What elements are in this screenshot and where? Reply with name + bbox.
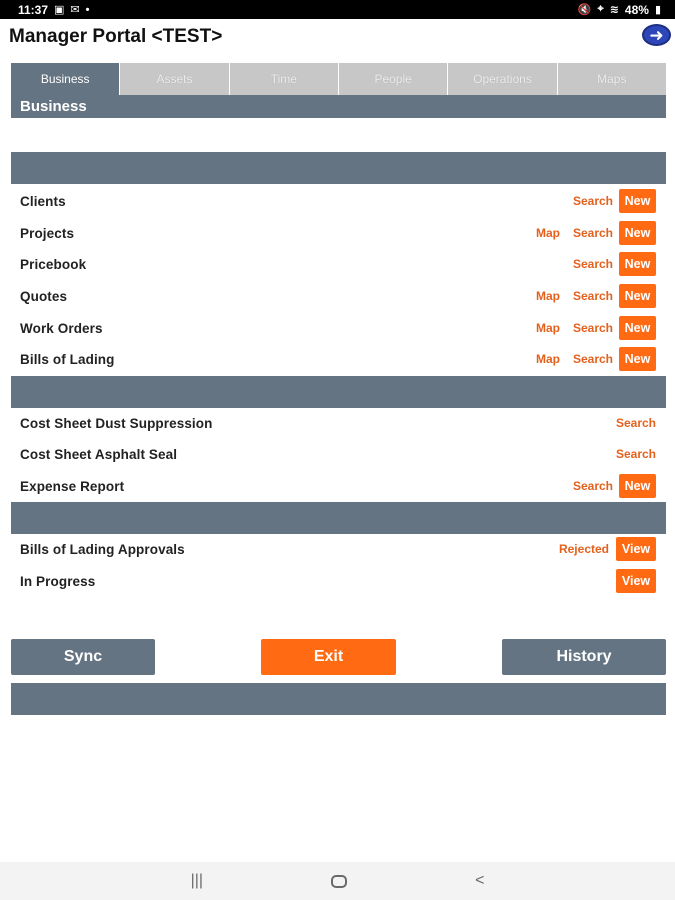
bol-approvals-view-button[interactable]: View (616, 537, 656, 561)
list-item-projects (11, 218, 666, 248)
work-orders-new-button[interactable]: New (619, 316, 656, 340)
footer-bar (11, 683, 666, 715)
group-header (11, 502, 666, 534)
projects-search-link[interactable]: Search (572, 226, 613, 240)
pricebook-search-link[interactable]: Search (572, 257, 613, 271)
battery-icon: ▮ (654, 4, 661, 16)
list-item-work-orders (11, 313, 666, 343)
tab-assets[interactable]: Assets (120, 63, 228, 95)
dust-suppression-search-link[interactable]: Search (615, 416, 656, 430)
projects-map-link[interactable]: Map (535, 226, 560, 240)
tab-maps[interactable]: Maps (558, 63, 666, 95)
list-item-pricebook (11, 249, 666, 279)
row-label: Clients (20, 193, 66, 209)
mail-notification-icon: ✉ (70, 4, 80, 16)
back-icon[interactable]: < (475, 872, 485, 889)
asphalt-seal-search-link[interactable]: Search (615, 447, 656, 461)
row-label: Cost Sheet Dust Suppression (20, 415, 213, 431)
tab-people[interactable]: People (339, 63, 447, 95)
row-label: In Progress (20, 573, 96, 589)
logout-arrow-icon[interactable]: ➜ (642, 24, 671, 46)
quotes-search-link[interactable]: Search (572, 289, 613, 303)
list-item-expense-report (11, 471, 666, 501)
list-item-cost-sheet-asphalt (11, 439, 666, 469)
dot-icon: • (85, 3, 90, 16)
list-item-clients (11, 186, 666, 216)
section-title: Business (11, 95, 666, 118)
battery-level: 48% (624, 2, 649, 17)
tab-operations[interactable]: Operations (448, 63, 556, 95)
exit-button[interactable]: Exit (261, 639, 396, 675)
row-label: Pricebook (20, 256, 87, 272)
list-item-bills-of-lading (11, 344, 666, 374)
row-label: Bills of Lading Approvals (20, 541, 185, 557)
list-item-in-progress (11, 566, 666, 596)
mute-icon: 🔇 (577, 4, 592, 16)
clients-new-button[interactable]: New (619, 189, 656, 213)
clients-search-link[interactable]: Search (572, 194, 613, 208)
sync-button[interactable]: Sync (11, 639, 155, 675)
quotes-map-link[interactable]: Map (535, 289, 560, 303)
list-item-cost-sheet-dust (11, 408, 666, 438)
list-item-quotes (11, 281, 666, 311)
clock: 11:37 (18, 2, 49, 17)
history-button[interactable]: History (502, 639, 666, 675)
in-progress-view-button[interactable]: View (616, 569, 656, 593)
status-bar (0, 0, 675, 19)
recent-apps-icon[interactable]: ||| (190, 872, 204, 889)
list-item-bol-approvals (11, 534, 666, 564)
tab-bar (11, 63, 666, 95)
row-label: Bills of Lading (20, 351, 115, 367)
expense-report-search-link[interactable]: Search (572, 479, 613, 493)
bills-of-lading-search-link[interactable]: Search (572, 352, 613, 366)
projects-new-button[interactable]: New (619, 221, 656, 245)
bills-of-lading-map-link[interactable]: Map (535, 352, 560, 366)
tab-time[interactable]: Time (230, 63, 338, 95)
row-label: Expense Report (20, 478, 125, 494)
gallery-notification-icon: ▣ (54, 4, 65, 16)
page-title: Manager Portal <TEST> (9, 26, 223, 47)
row-label: Projects (20, 225, 75, 241)
expense-report-new-button[interactable]: New (619, 474, 656, 498)
row-label: Cost Sheet Asphalt Seal (20, 446, 178, 462)
row-label: Work Orders (20, 320, 103, 336)
title-bar (0, 19, 675, 55)
home-icon[interactable] (331, 875, 347, 888)
location-icon: ⌖ (597, 3, 604, 15)
wifi-icon: ≋ (609, 4, 619, 16)
tab-business[interactable]: Business (11, 63, 119, 95)
row-label: Quotes (20, 288, 68, 304)
system-nav-bar (0, 862, 675, 900)
quotes-new-button[interactable]: New (619, 284, 656, 308)
group-header (11, 376, 666, 408)
work-orders-search-link[interactable]: Search (572, 321, 613, 335)
rejected-link[interactable]: Rejected (558, 542, 609, 556)
pricebook-new-button[interactable]: New (619, 252, 656, 276)
bills-of-lading-new-button[interactable]: New (619, 347, 656, 371)
group-header (11, 152, 666, 184)
work-orders-map-link[interactable]: Map (535, 321, 560, 335)
